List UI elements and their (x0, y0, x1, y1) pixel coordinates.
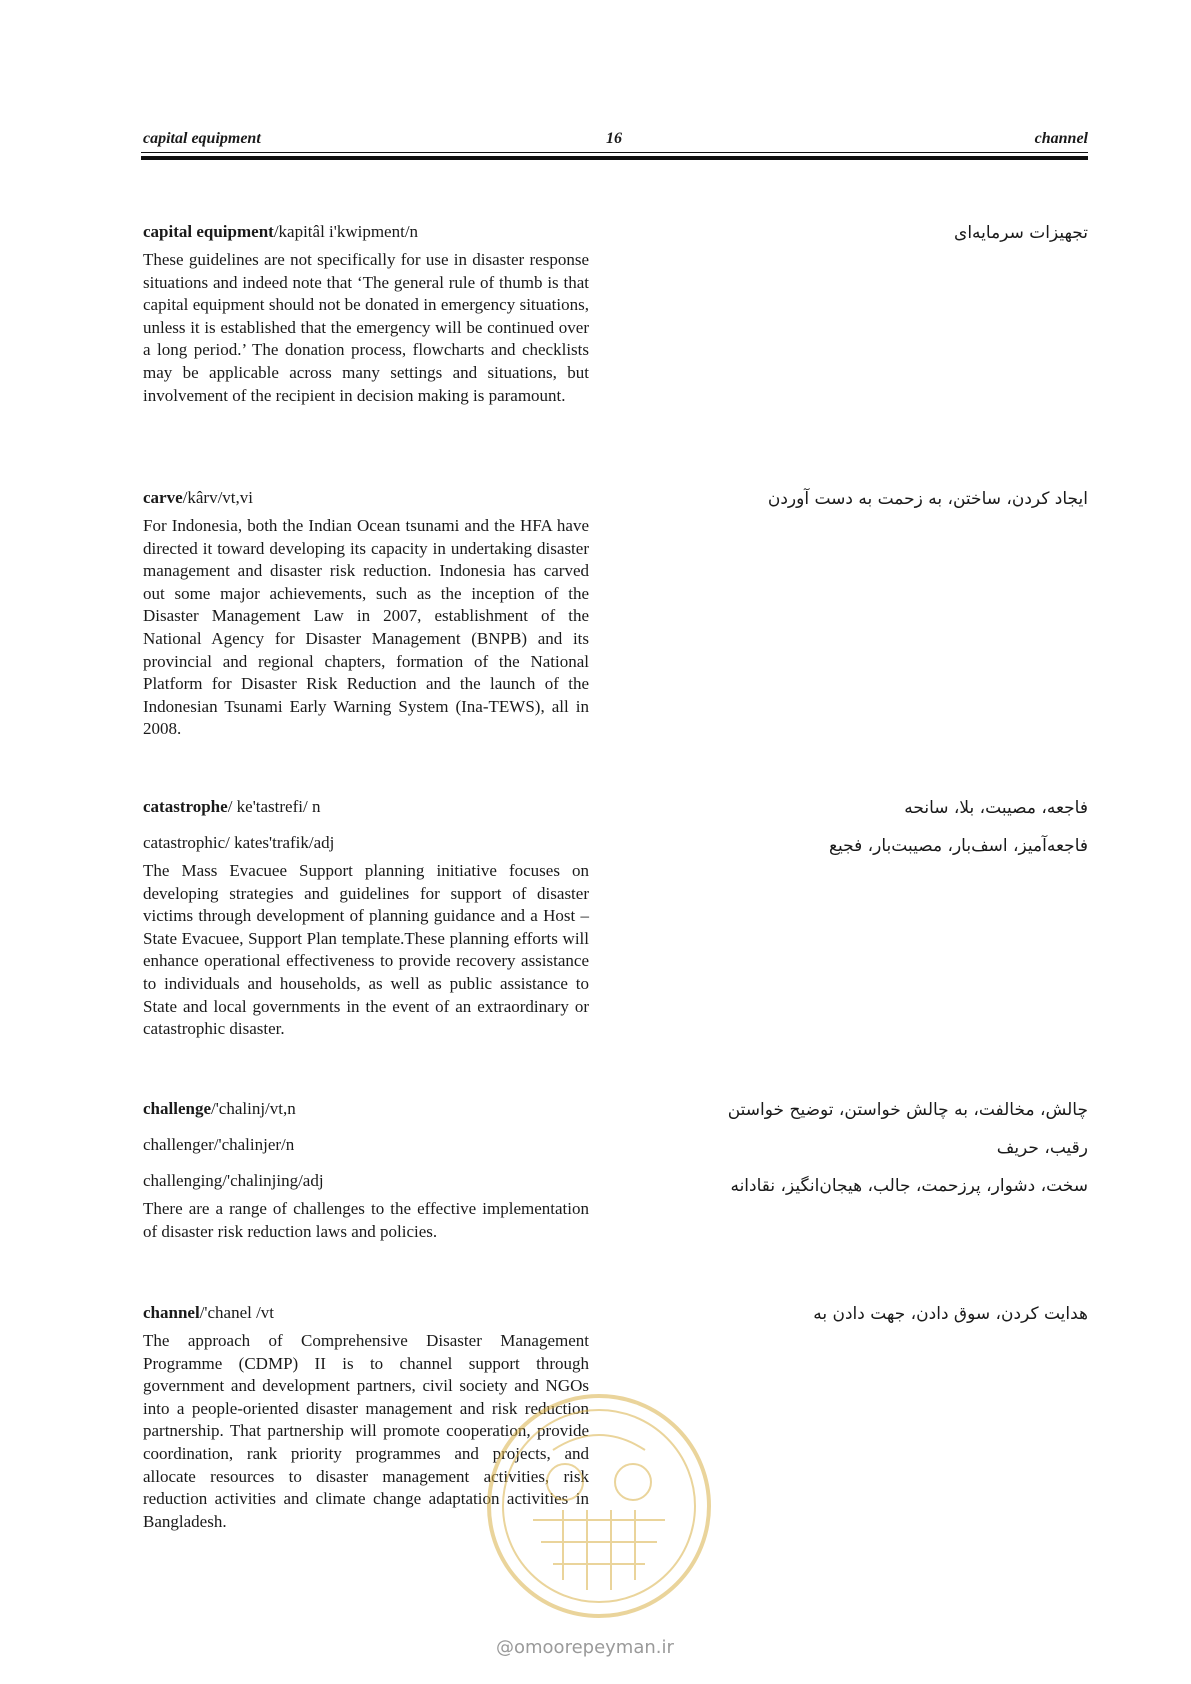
entry-challenge (143, 1098, 589, 1243)
pronunciation: /'chanel /vt (199, 1303, 275, 1322)
example-text: The Mass Evacuee Support planning initiative focuses on developing strategies and guidelines for support of disaster victims through development of planning guidance and a Host – State Evacuee, Support Plan template.These planning efforts will enhance operational effectiveness to provide recovery assistance to individuals and households, as well as public assistance to State and local governments in the event of an extraordinary or catastrophic disaster. (143, 861, 589, 1039)
entry-catastrophe (143, 796, 589, 1041)
persian-meaning: ایجاد کردن، ساختن، به زحمت به دست آوردن (767, 489, 1088, 509)
headword: carve (143, 488, 183, 507)
entry-capital-equipment (143, 221, 589, 407)
headword: channel (143, 1303, 200, 1322)
entry-carve (143, 487, 589, 741)
persian-derived-meaning: سخت، دشوار، پرزحمت، جالب، هیجان‌انگیز، نقادانه (730, 1176, 1088, 1196)
pronunciation: / ke'tastrefi/ n (227, 797, 321, 816)
persian-meaning: هدایت کردن، سوق دادن، جهت دادن به (813, 1304, 1088, 1324)
example-text: There are a range of challenges to the effective implementation of disaster risk reduction laws and policies. (143, 1199, 589, 1241)
derived-word: challenging/'chalinjing/adj (143, 1171, 324, 1190)
headword: catastrophe (143, 797, 228, 816)
example-text: The approach of Comprehensive Disaster Management Programme (CDMP) II is to channel support through government and development partners, civil society and NGOs into a people-oriented disaster management and risk reduction partnership. That partnership will promote cooperation, provide coordination, rank priority programmes and projects, and allocate resources to disaster management activities, risk reduction activities and climate change adaptation activities in Bangladesh. (143, 1331, 589, 1531)
page-number: 16 (606, 130, 622, 147)
headword: challenge (143, 1099, 211, 1118)
derived-word: catastrophic/ kates'trafik/adj (143, 833, 335, 852)
example-text: For Indonesia, both the Indian Ocean tsunami and the HFA have directed it toward developing its capacity in undertaking disaster management and disaster risk reduction. Indonesia has carved out some major achievements, such as the inception of the Disaster Management Law in 2007, establishment of the National Agency for Disaster Management (BNPB) and its provincial and regional chapters, formation of the National Platform for Disaster Risk Reduction and the launch of the Indonesian Tsunami Early Warning System (Ina-TEWS), all in 2008. (143, 516, 589, 739)
persian-derived-meaning: فاجعه‌آمیز، اسف‌بار، مصیبت‌بار، فجیع (828, 836, 1088, 856)
headword: capital equipment (143, 222, 274, 241)
pronunciation: /kapitâl i'kwipment/n (273, 222, 419, 241)
watermark-stamp-icon (483, 1390, 715, 1622)
header-rule-thin (141, 152, 1088, 153)
persian-meaning: تجهیزات سرمایه‌ای (954, 223, 1088, 243)
running-header (141, 128, 1088, 150)
example-text: These guidelines are not specifically for use in disaster response situations and indeed note that ‘The general rule of thumb is that capital equipment should not be donated in emergency situations, unless it is established that the emergency will be continued over a long period.’ The donation process, flowcharts and checklists may be applicable across many settings and situations, but involvement of the recipient in decision making is paramount. (143, 250, 589, 405)
header-rule-thick (141, 156, 1088, 160)
persian-meaning: چالش، مخالفت، به چالش خواستن، توضیح خواستن (727, 1100, 1088, 1120)
pronunciation: /kârv/vt,vi (182, 488, 253, 507)
footer-watermark: @omoorepeyman.ir (496, 1637, 674, 1658)
header-first-word: capital equipment (143, 130, 261, 147)
pronunciation: /'chalinj/vt,n (211, 1099, 296, 1118)
persian-meaning: فاجعه، مصیبت، بلا، سانحه (904, 798, 1088, 818)
persian-derived-meaning: رقیب، حریف (996, 1138, 1088, 1158)
header-last-word: channel (1034, 130, 1088, 147)
derived-word: challenger/'chalinjer/n (143, 1135, 295, 1154)
